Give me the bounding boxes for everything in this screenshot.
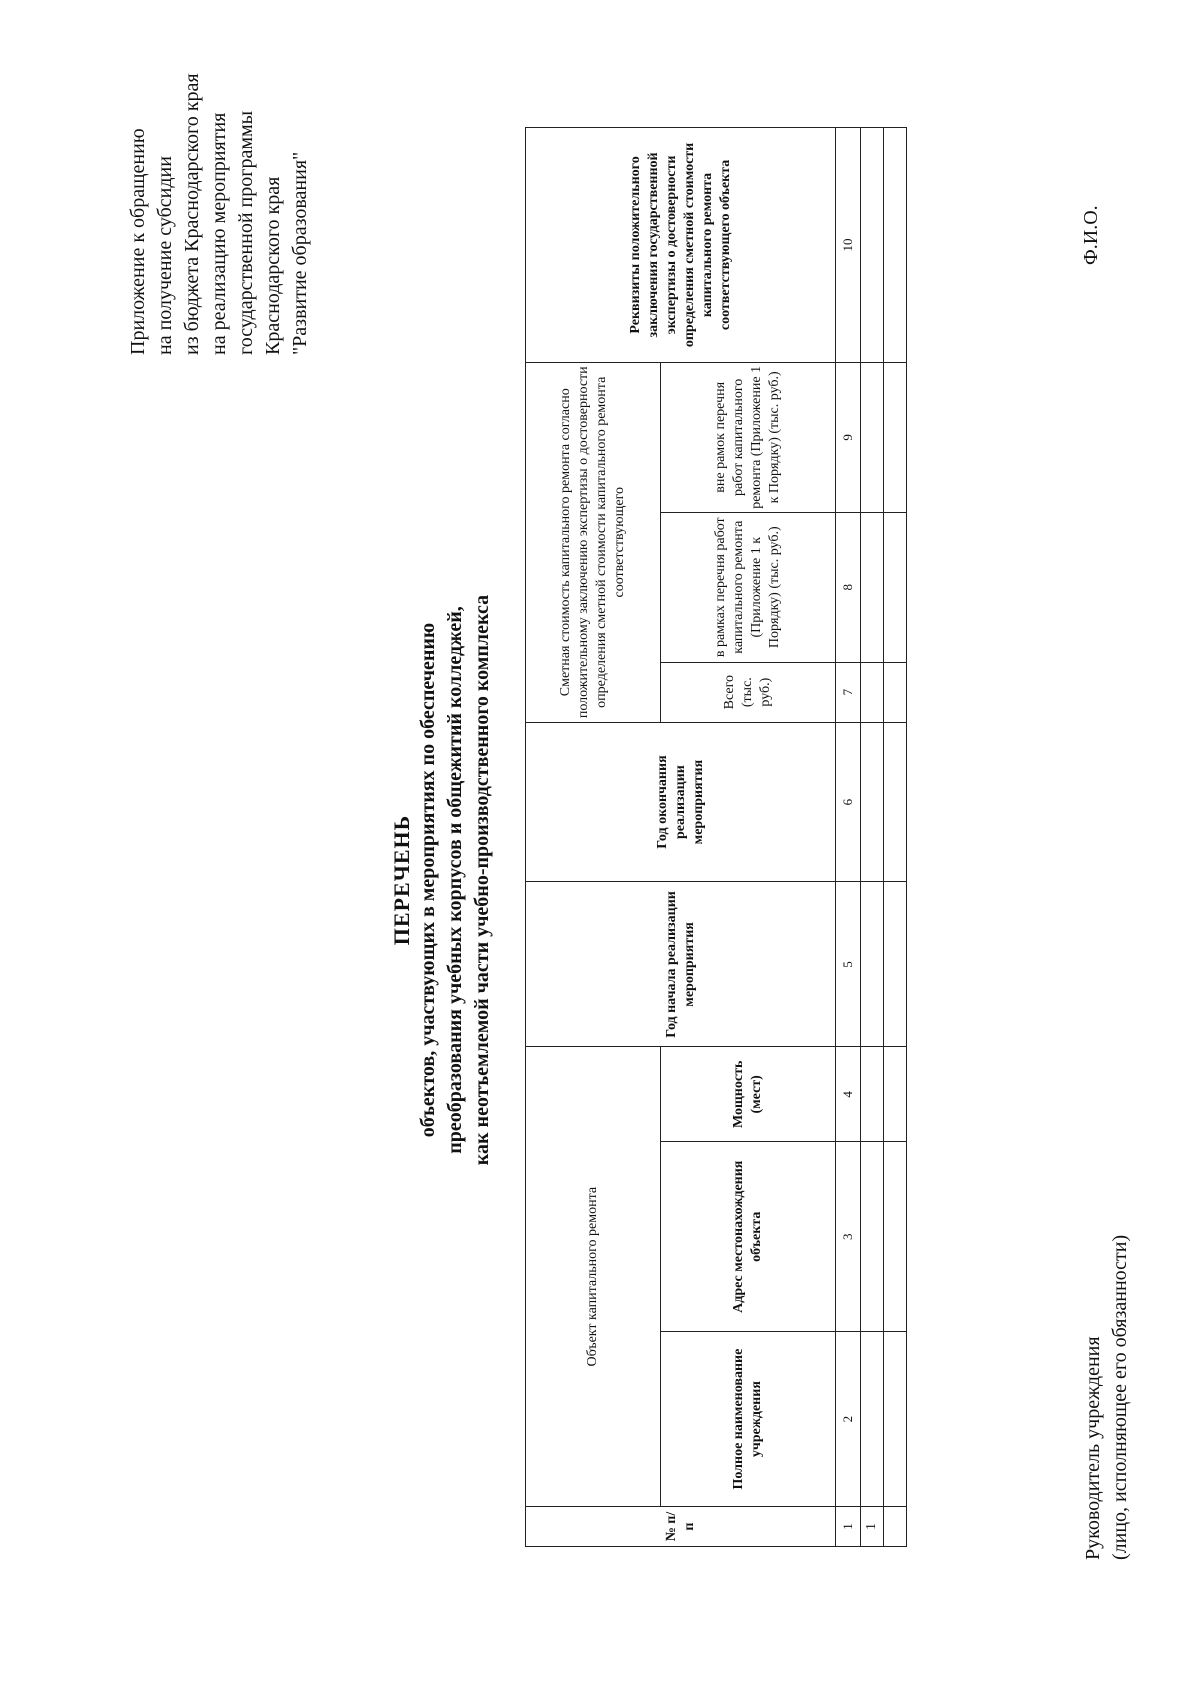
header-object-group: Объект капитального ремонта [526, 1047, 661, 1507]
table-cell [884, 128, 907, 363]
header-requisites: Реквизиты положительного заключения государственной экспертизы о достоверности определения сметной стоимости капитального ремонта соответствующего объекта [526, 128, 836, 363]
title-line: как неотъемлемой части учебно-производственного комплекса [471, 594, 493, 1166]
appendix-note [125, 0, 314, 355]
appendix-line: на реализацию мероприятия [208, 112, 230, 355]
title-line: преобразования учебных корпусов и общежитий колледжей, [444, 606, 466, 1154]
appendix-line: государственной программы [235, 110, 257, 355]
signature-block [1080, 1235, 1134, 1560]
appendix-line: из бюджета Краснодарского края [181, 73, 203, 355]
table-cell [861, 722, 884, 882]
column-number-row [836, 128, 861, 1547]
column-number: 4 [836, 1047, 861, 1142]
column-number: 6 [836, 722, 861, 882]
column-number: 9 [836, 362, 861, 512]
table-cell [861, 882, 884, 1047]
table-cell [884, 662, 907, 722]
table-cell [884, 1507, 907, 1547]
column-number: 3 [836, 1142, 861, 1332]
header-year-start: Год начала реализации мероприятия [526, 882, 836, 1047]
table-row [884, 128, 907, 1547]
table-row [861, 128, 884, 1547]
table-cell [861, 128, 884, 363]
table-cell [861, 1047, 884, 1142]
table-cell [884, 512, 907, 662]
table-cell [861, 362, 884, 512]
table-cell [861, 1142, 884, 1332]
header-cost-total: Всего (тыс. руб.) [661, 662, 836, 722]
table-cell [861, 512, 884, 662]
header-capacity: Мощность (мест) [661, 1047, 836, 1142]
header-cost-group: Сметная стоимость капитального ремонта согласно положительному заключению экспертизы о достоверности определения сметной стоимости капитального ремонта соответствующего [526, 362, 661, 722]
signature-note: (лицо, исполняющее его обязанности) [1109, 1234, 1131, 1560]
header-full-name: Полное наименование учреждения [661, 1332, 836, 1507]
table-cell [861, 1332, 884, 1507]
column-number: 10 [836, 128, 861, 363]
column-number: 2 [836, 1332, 861, 1507]
table-cell [884, 1047, 907, 1142]
table-cell [861, 662, 884, 722]
header-cost-outside: вне рамок перечня работ капитального ремонта (Приложение 1 к Порядку) (тыс. руб.) [661, 362, 836, 512]
column-number: 7 [836, 662, 861, 722]
column-number: 5 [836, 882, 861, 1047]
header-year-end: Год окончания реализации мероприятия [526, 722, 836, 882]
header-num: № п/п [526, 1507, 836, 1547]
appendix-line: "Развитие образования" [289, 151, 311, 355]
title-main: ПЕРЕЧЕНЬ [389, 814, 414, 946]
table-cell [884, 882, 907, 1047]
objects-table [525, 127, 907, 1547]
table-cell [884, 362, 907, 512]
signature-fio: Ф.И.О. [1080, 205, 1102, 265]
column-number: 8 [836, 512, 861, 662]
table-cell [884, 1142, 907, 1332]
appendix-line: Приложение к обращению [127, 128, 149, 355]
table-cell [884, 722, 907, 882]
appendix-line: на получение субсидии [154, 156, 176, 355]
appendix-line: Краснодарского края [262, 176, 284, 355]
table-cell [884, 1332, 907, 1507]
column-number: 1 [836, 1507, 861, 1547]
header-cost-within: в рамках перечня работ капитального ремонта (Приложение 1 к Порядку) (тыс. руб.) [661, 512, 836, 662]
title-line: объектов, участвующих в мероприятиях по обеспечению [417, 622, 439, 1138]
header-address: Адрес местонахождения объекта [661, 1142, 836, 1332]
document-title [388, 265, 496, 1495]
row-num-cell: 1 [861, 1507, 884, 1547]
signature-title: Руководитель учреждения [1082, 1336, 1104, 1560]
